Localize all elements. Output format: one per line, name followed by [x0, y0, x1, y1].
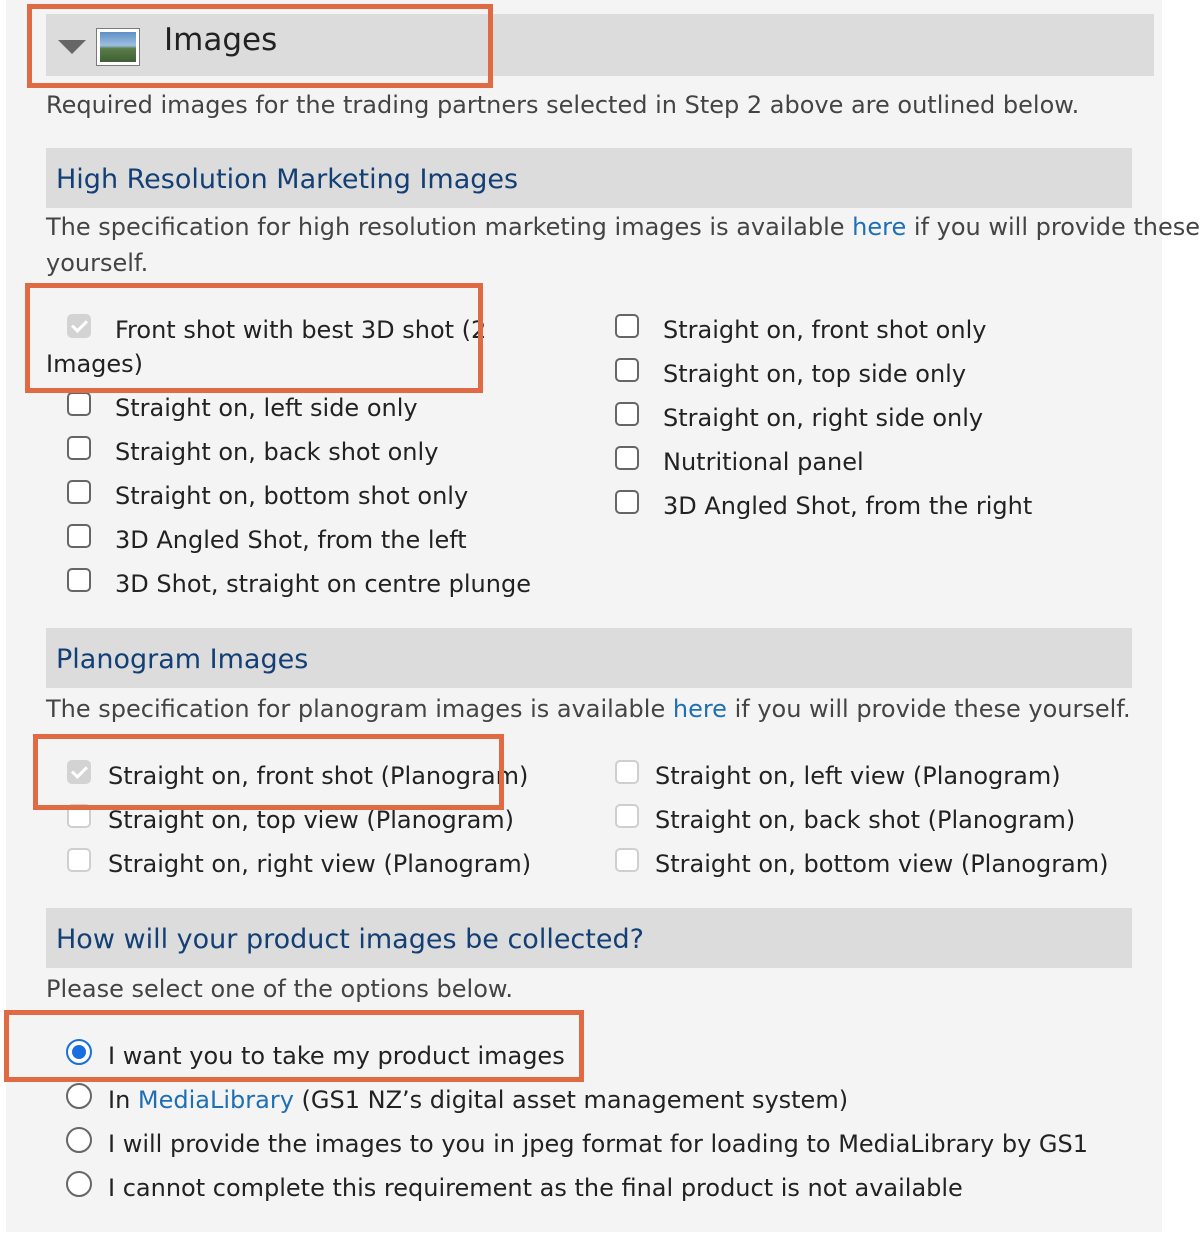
- highlight-images-header: [27, 4, 493, 88]
- bottom-shot-checkbox[interactable]: [67, 480, 91, 504]
- centre-plunge-checkbox[interactable]: [67, 568, 91, 592]
- hires-description: The specification for high resolution marketing images is available here if you will provide these: [46, 213, 1200, 241]
- section-intro: Required images for the trading partners selected in Step 2 above are outlined below.: [46, 91, 1080, 119]
- collection-heading: How will your product images be collected?: [56, 924, 644, 955]
- take-images-label: I want you to take my product images: [108, 1042, 565, 1070]
- top-planogram-label: Straight on, top view (Planogram): [108, 806, 515, 834]
- left-planogram-checkbox: [615, 760, 639, 784]
- left-side-label: Straight on, left side only: [115, 394, 418, 422]
- planogram-description: The specification for planogram images is available here if you will provide these yourself.: [46, 695, 1131, 723]
- front-only-checkbox[interactable]: [615, 314, 639, 338]
- highlight-front-best-3d: [25, 283, 483, 393]
- angled-right-checkbox[interactable]: [615, 490, 639, 514]
- right-side-checkbox[interactable]: [615, 402, 639, 426]
- right-side-label: Straight on, right side only: [663, 404, 984, 432]
- cannot-complete-label: I cannot complete this requirement as the final product is not available: [108, 1174, 963, 1202]
- front-only-label: Straight on, front shot only: [663, 316, 987, 344]
- back-planogram-checkbox: [615, 804, 639, 828]
- angled-left-label: 3D Angled Shot, from the left: [115, 526, 467, 554]
- nutritional-panel-checkbox[interactable]: [615, 446, 639, 470]
- bottom-planogram-label: Straight on, bottom view (Planogram): [655, 850, 1109, 878]
- collection-description: Please select one of the options below.: [46, 975, 513, 1003]
- back-planogram-label: Straight on, back shot (Planogram): [655, 806, 1076, 834]
- angled-right-label: 3D Angled Shot, from the right: [663, 492, 1033, 520]
- section-title: Images: [164, 22, 278, 58]
- hires-description-line2: yourself.: [46, 249, 149, 277]
- bottom-shot-label: Straight on, bottom shot only: [115, 482, 469, 510]
- planogram-heading: Planogram Images: [56, 644, 309, 675]
- highlight-take-images: [4, 1010, 584, 1082]
- cannot-complete-radio[interactable]: [66, 1171, 92, 1197]
- front-best-3d-label: Front shot with best 3D shot (2: [115, 316, 487, 344]
- top-side-label: Straight on, top side only: [663, 360, 967, 388]
- planogram-spec-link[interactable]: here: [672, 695, 727, 723]
- provide-jpeg-radio[interactable]: [66, 1127, 92, 1153]
- front-planogram-label: Straight on, front shot (Planogram): [108, 762, 529, 790]
- medialibrary-link[interactable]: MediaLibrary: [137, 1086, 294, 1114]
- left-planogram-label: Straight on, left view (Planogram): [655, 762, 1061, 790]
- highlight-front-planogram: [33, 734, 504, 810]
- hires-heading: High Resolution Marketing Images: [56, 164, 519, 195]
- back-shot-label: Straight on, back shot only: [115, 438, 439, 466]
- front-best-3d-label-line2: Images): [46, 350, 144, 378]
- angled-left-checkbox[interactable]: [67, 524, 91, 548]
- right-planogram-checkbox: [67, 848, 91, 872]
- back-shot-checkbox[interactable]: [67, 436, 91, 460]
- right-planogram-label: Straight on, right view (Planogram): [108, 850, 532, 878]
- centre-plunge-label: 3D Shot, straight on centre plunge: [115, 570, 531, 598]
- bottom-planogram-checkbox: [615, 848, 639, 872]
- provide-jpeg-label: I will provide the images to you in jpeg format for loading to MediaLibrary by GS1: [108, 1130, 1089, 1158]
- hires-spec-link[interactable]: here: [852, 213, 907, 241]
- medialibrary-radio[interactable]: [66, 1083, 92, 1109]
- left-side-checkbox[interactable]: [67, 392, 91, 416]
- medialibrary-label: In MediaLibrary (GS1 NZ’s digital asset management system): [108, 1086, 849, 1114]
- nutritional-panel-label: Nutritional panel: [663, 448, 864, 476]
- top-side-checkbox[interactable]: [615, 358, 639, 382]
